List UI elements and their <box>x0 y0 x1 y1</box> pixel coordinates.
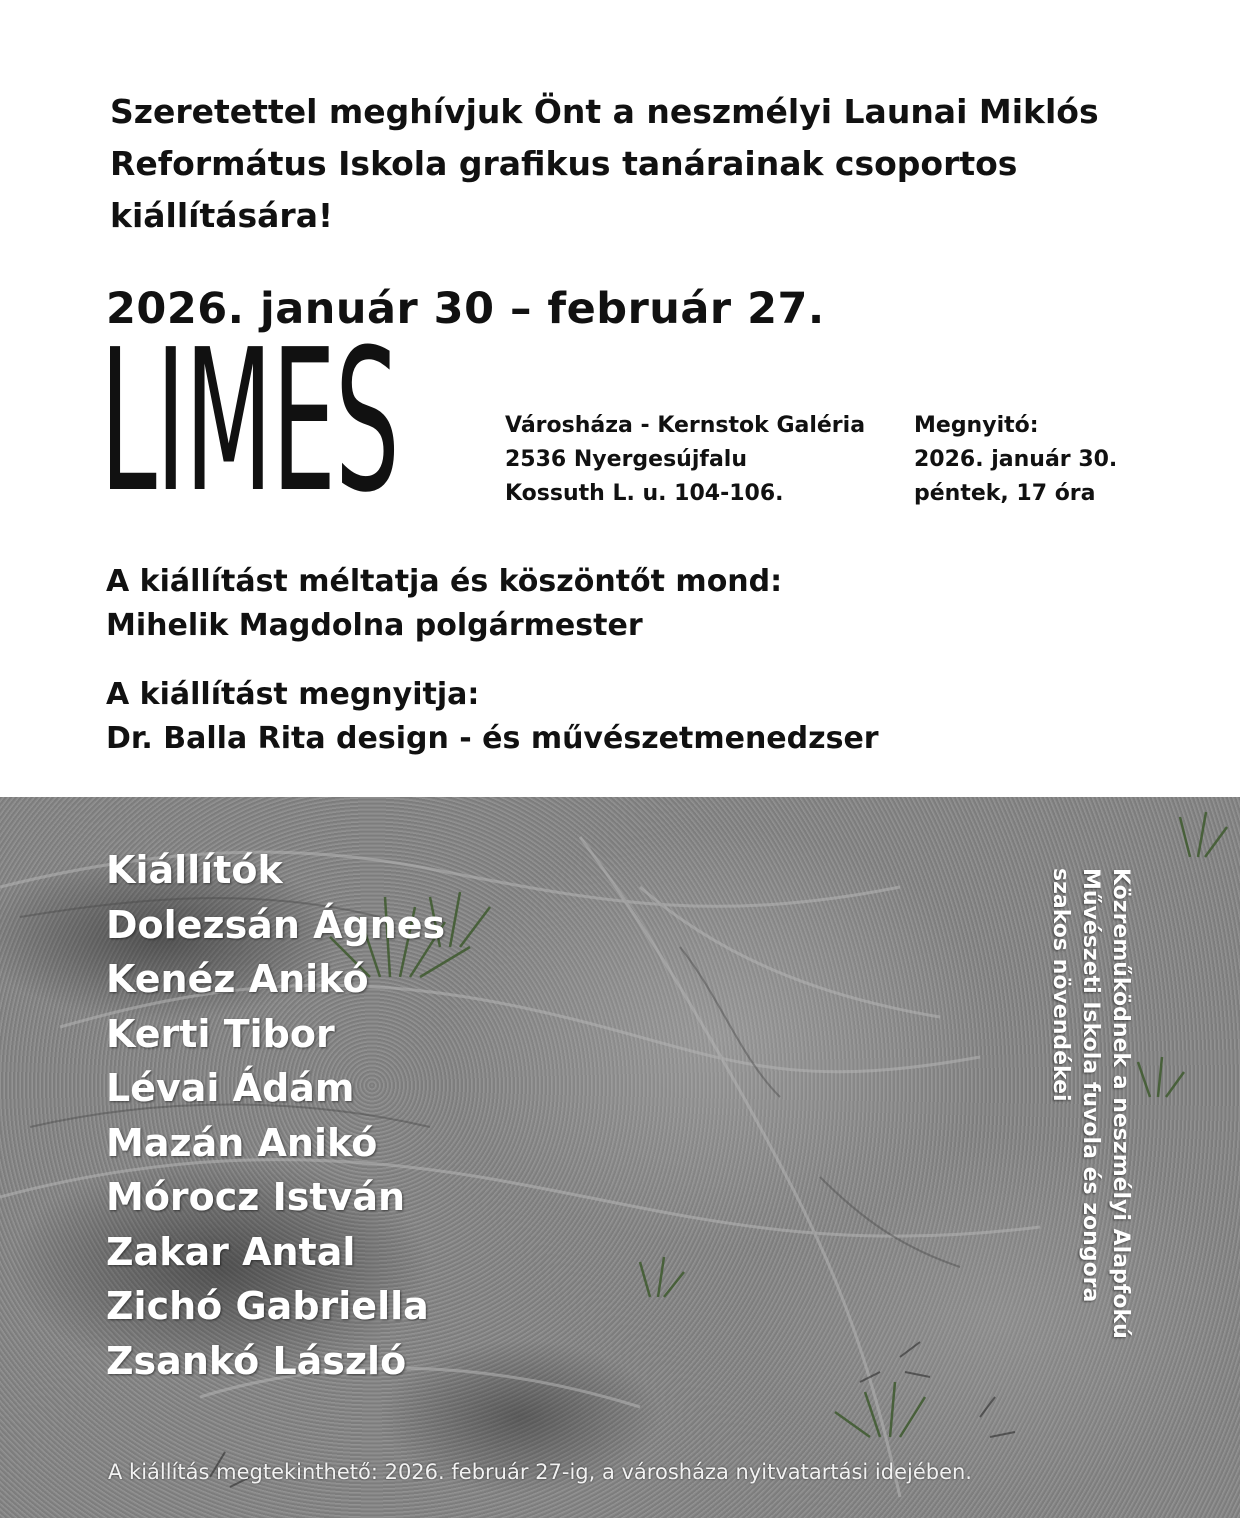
invitation-line: Református Iskola grafikus tanárainak csoportos <box>110 144 1018 183</box>
venue-line: Kossuth L. u. 104-106. <box>505 481 784 506</box>
opener-line: A kiállítást megnyitja: <box>106 677 480 712</box>
opening-line: Megnyitó: <box>914 413 1039 438</box>
speech-info <box>106 560 782 648</box>
opening-info <box>914 409 1117 511</box>
performers-line: Közreműködnek a neszmélyi Alapfokú <box>1108 868 1133 1339</box>
exhibitor-name: Kerti Tibor <box>106 1011 335 1056</box>
performers-line: szakos növendékei <box>1048 868 1073 1102</box>
exhibitor-name: Mórocz István <box>106 1175 406 1219</box>
venue-line: Városháza - Kernstok Galéria <box>505 413 866 438</box>
exhibitor-name: Lévai Ádám <box>106 1066 355 1110</box>
opener-line: Dr. Balla Rita design - és művészetmenedzser <box>106 721 879 756</box>
invitation-line: kiállítására! <box>110 196 334 235</box>
exhibitor-name: Kenéz Anikó <box>106 957 369 1001</box>
exhibitor-name: Zakar Antal <box>106 1229 356 1274</box>
exhibitor-name: Dolezsán Ágnes <box>106 902 446 947</box>
exhibitor-name: Mazán Anikó <box>106 1120 378 1165</box>
exhibitors-heading: Kiállítók <box>106 848 283 892</box>
performers-line: Művészeti Iskola fuvola és zongora <box>1078 868 1103 1303</box>
exhibitors-list <box>106 843 445 1388</box>
speech-line: Mihelik Magdolna polgármester <box>106 608 643 643</box>
venue-address <box>505 409 865 511</box>
exhibitor-name: Zsankó László <box>106 1338 407 1383</box>
opening-line: péntek, 17 óra <box>914 481 1096 506</box>
opening-line: 2026. január 30. <box>914 447 1118 472</box>
venue-line: 2536 Nyergesújfalu <box>505 447 747 472</box>
viewing-period-note: A kiállítás megtekinthető: 2026. február 27-ig, a városháza nyitvatartási idejében. <box>108 1460 972 1484</box>
opener-info <box>106 673 879 761</box>
invitation-text <box>110 86 1130 242</box>
exhibition-title: LIMES <box>100 308 399 536</box>
invitation-line: Szeretettel meghívjuk Önt a neszmélyi Launai Miklós <box>110 92 1099 131</box>
exhibition-dates: 2026. január 30 – február 27. <box>106 284 825 334</box>
exhibitor-name: Zichó Gabriella <box>106 1284 429 1328</box>
speech-line: A kiállítást méltatja és köszöntőt mond: <box>106 564 783 599</box>
performers-vertical-text <box>1045 868 1135 1339</box>
